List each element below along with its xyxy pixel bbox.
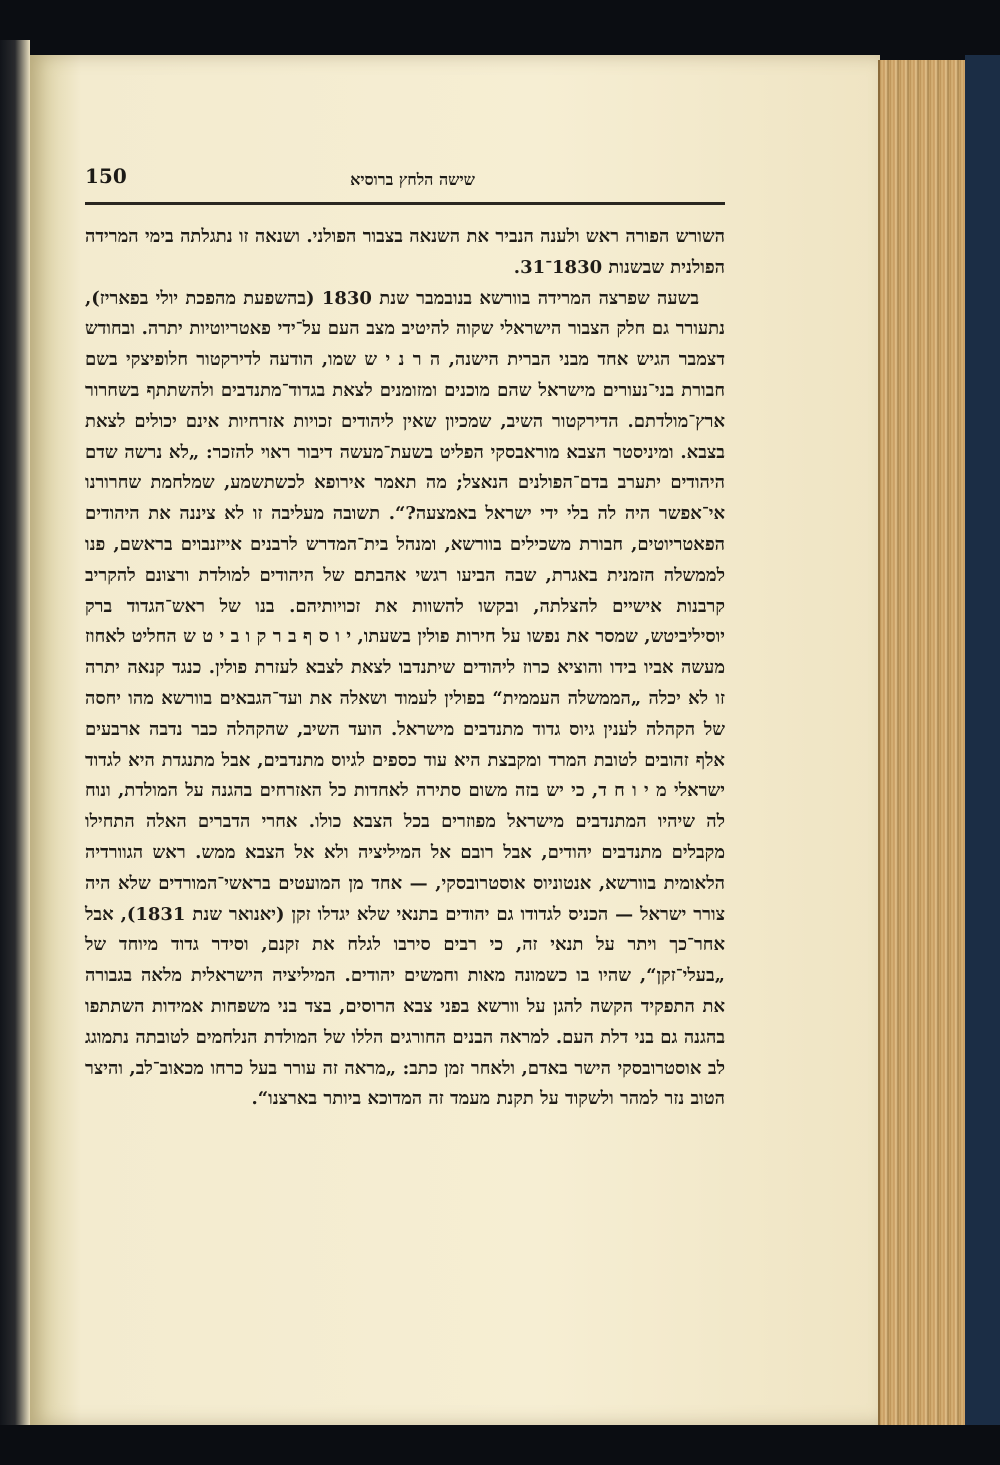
- paragraph: השורש הפורה ראש ולענה הנביר את השנאה בצבור הפולני. ושנאה זו נתגלתה בימי המרידה הפולנית שבשנות 1830־31.: [85, 226, 725, 278]
- page-edges: [878, 60, 972, 1425]
- running-title: שישה הלחץ ברוסיא: [350, 170, 475, 189]
- body-text: [85, 222, 725, 1282]
- header-rule: [85, 202, 725, 205]
- book-cover: [965, 55, 1000, 1435]
- paragraph: בשעה שפרצה המרידה בוורשא בנובמבר שנת 1830 (בהשפעת מהפכת יולי בפאריז), נתעורר גם חלק הצבור הישראלי שקוה להיטיב מצב העם על־ידי פאטריוטיות יתרה. ובחודש דצמבר הגיש אחד מבני הברית הישנה, ה ר נ י ש שמו, הודעה לדירקטור חלופיצקי בשם חבורת בני־נעורים מישראל שהם מוכנים ומזומנים לצאת בגדוד־מתנדבים ולהשתתף בשחרור ארץ־מולדתם. הדירקטור השיב, שמכיון שאין ליהודים זכויות אזרחיות אינם יכולים לצאת בצבא. ומיניסטר הצבא מוראבסקי הפליט בשעת־מעשה דיבור ראוי להזכר: „לא נרשה שדם היהודים יתערב בדם־הפולנים הנאצל; מה תאמר אירופא לכשתשמע, שמלחמת שחרורנו אי־אפשר היה לה בלי ידי ישראל באמצעה?“. תשובה מעליבה זו לא ציננה את היהודים הפאטריוטים, חבורת משכילים בוורשא, ומנהל בית־המדרש לרבנים אייזנבוים בראשם, פנו לממשלה הזמנית באגרת, שבה הביעו רגשי אהבתם של היהודים למולדת ורצונם להקריב קרבנות אישיים להצלתה, ובקשו להשוות את זכויותיהם. בנו של ראש־הגדוד ברק יוסיליביטש, שמסר את נפשו על חירות פולין בשעתו, י ו ס ף ב ר ק ו ב י ט ש החליט לאחוז מעשה אביו בידו והוציא כרוז ליהודים שיתנדבו לצאת לצבא לעזרת פולין. כנגד קנאה יתרה זו לא יכלה „הממשלה העממית“ בפולין לעמוד ושאלה את ועד־הגבאים בוורשא מהו יחסה של הקהלה לענין גיוס גדוד מתנדבים מישראל. הועד השיב, שהקהלה כבר נדבה ארבעים אלף זהובים לטובת המרד ומקבצת היא עוד כספים לגיוס מתנדבים, אבל מתנגדת היא לגדוד ישראלי מ י ו ח ד, כי יש בזה משום סתירה לאחדות כל האזרחים בהגנה על המולדת, ונוח לה שיהיו המתנדבים מישראל מפוזרים בכל הצבא כולו. אחרי הדברים האלה התחילו מקבלים מתנדבים יהודים, אבל רובם אל המיליציה ולא אל הצבא ממש. ראש הגוורדיה הלאומית בוורשא, אנטוניוס אוסטרובסקי, — אחד מן המועטים בראשי־המורדים שלא היה צורר ישראל — הכניס לגדודו גם יהודים בתנאי שלא יגדלו זקן (יאנואר שנת 1831), אבל אחר־כך ויתר על תנאי זה, כי רבים סירבו לגלח את זקנם, וסידר גדוד מיוחד של „בעלי־זקן“, שהיו בו כשמונה מאות וחמשים יהודים. המיליציה הישראלית מלאה בגבורה את התפקיד הקשה להגן על וורשא בפני צבא הרוסים, בצד בני משפחות אמידות השתתפו בהגנה גם בני דלת העם. למראה הבנים החורגים הללו של המולדת הנלחמים לטובתה נתמוגג לב אוסטרובסקי הישר באדם, ולאחר זמן כתב: „מראה זה עורר בעל כרחו מכאוב־לב, והיצר הטוב נזר למהר ולשקוד על תקנת מעמד זה המדוכא ביותר בארצנו“.: [85, 287, 725, 1110]
- page-number: 150: [85, 164, 127, 188]
- background-band: [0, 1425, 1000, 1465]
- page-header: [85, 160, 725, 200]
- book-spine: [0, 40, 30, 1425]
